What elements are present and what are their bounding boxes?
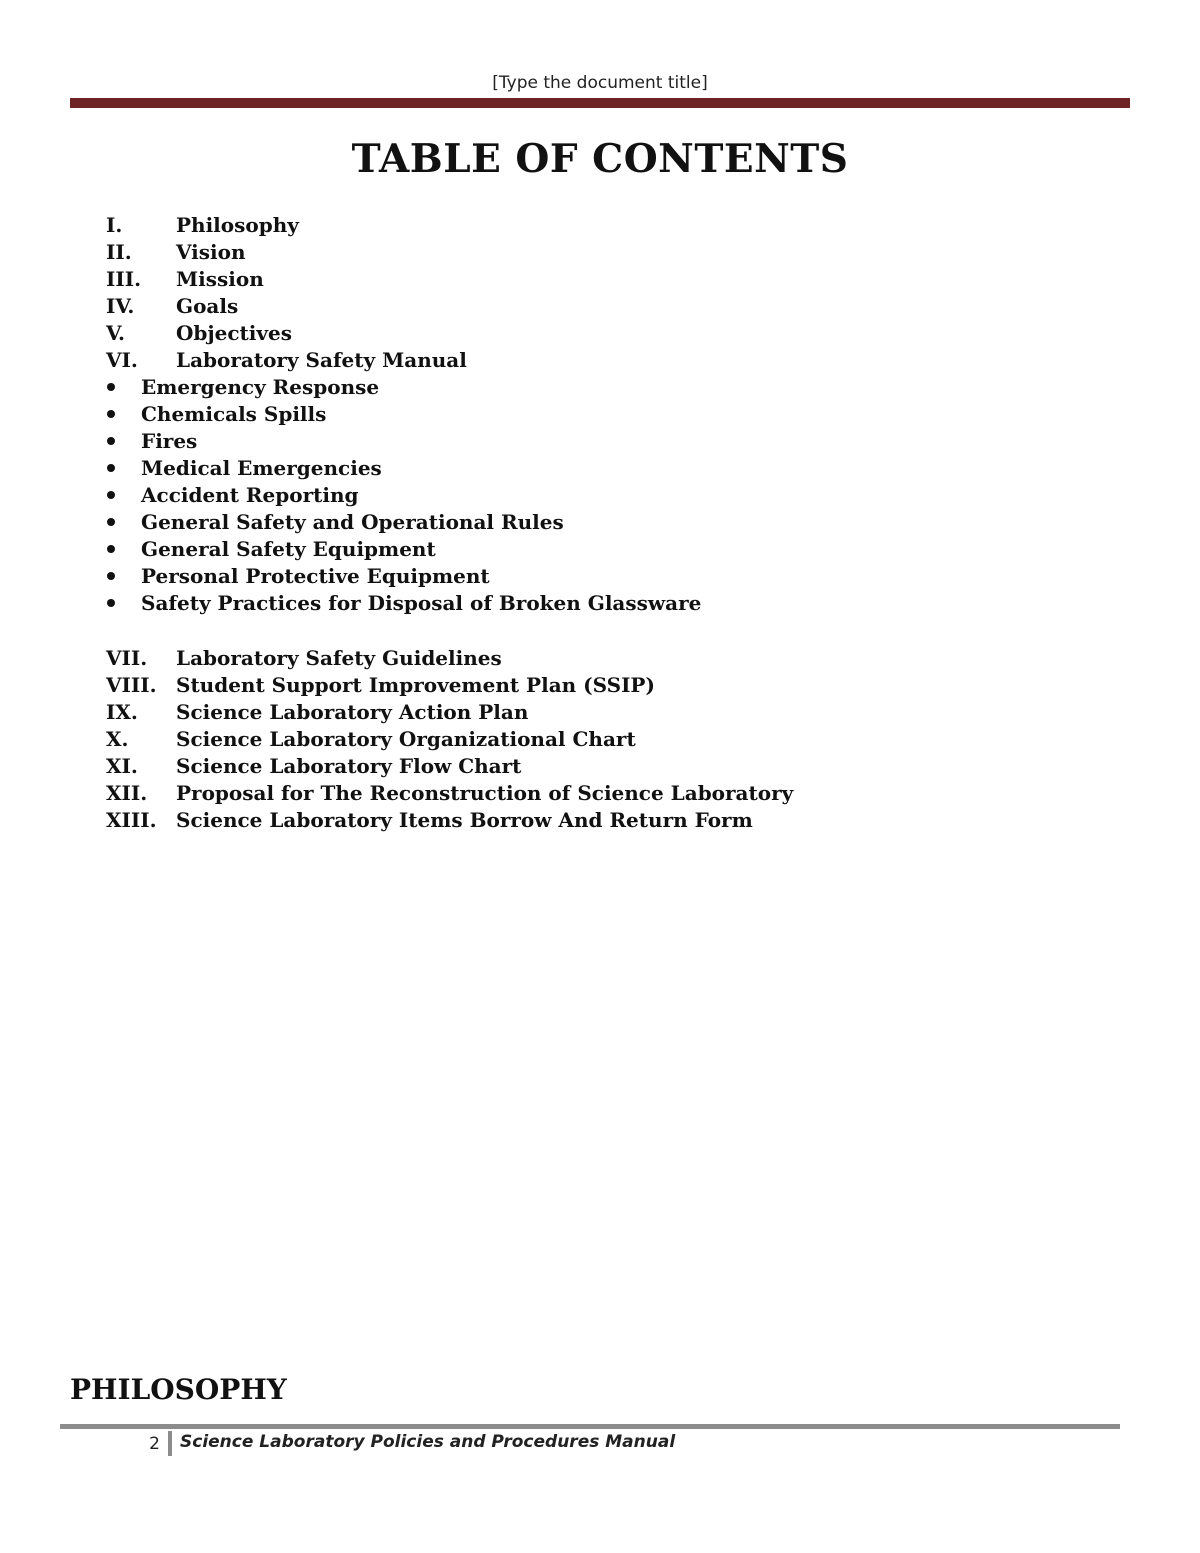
toc-bullet-item [106,590,1006,617]
toc-title: TABLE OF CONTENTS [351,136,849,182]
toc-item-number: II. [106,240,132,264]
toc-bullet-item [106,536,1006,563]
toc-item-number: VIII. [106,673,157,697]
toc-item [106,672,1006,699]
toc-bullet-label: General Safety Equipment [141,537,436,561]
toc-item-label: Laboratory Safety Guidelines [176,646,502,670]
toc-bullet-label: Emergency Response [141,375,380,399]
toc-bullet-item [106,401,1006,428]
toc-item [106,239,1006,266]
toc-item-number: XIII. [106,808,157,832]
bullet-icon [107,383,115,391]
toc-item-label: Science Laboratory Flow Chart [176,754,522,778]
toc-item-number: V. [106,321,125,345]
bullet-icon [107,491,115,499]
toc-item [106,699,1006,726]
table-of-contents [106,212,1006,834]
toc-item-label: Science Laboratory Organizational Chart [176,727,636,751]
toc-item [106,780,1006,807]
toc-spacer [106,617,1006,645]
bullet-icon [107,572,115,580]
bullet-icon [107,545,115,553]
toc-bullet-label: Medical Emergencies [141,456,382,480]
footer-rule [60,1424,1120,1429]
toc-bullet-label: Safety Practices for Disposal of Broken Glassware [141,591,702,615]
toc-bullet-item [106,509,1006,536]
toc-item-number: VI. [106,348,138,372]
document-header-title: [Type the document title] [492,73,708,93]
toc-item-number: I. [106,213,123,237]
toc-item-label: Objectives [176,321,292,345]
toc-bullet-label: Personal Protective Equipment [141,564,490,588]
toc-item-label: Student Support Improvement Plan (SSIP) [176,673,655,697]
philosophy-heading: PHILOSOPHY [70,1373,287,1406]
header-rule [70,98,1130,108]
bullet-icon [107,464,115,472]
toc-bullet-item [106,455,1006,482]
toc-item [106,753,1006,780]
bullet-icon [107,410,115,418]
toc-item [106,266,1006,293]
toc-item [106,212,1006,239]
toc-item [106,347,1006,374]
toc-bullet-item [106,374,1006,401]
toc-bullet-label: General Safety and Operational Rules [141,510,564,534]
toc-item-label: Philosophy [176,213,299,237]
footer-document-title: Science Laboratory Policies and Procedures Manual [180,1432,676,1452]
bullet-icon [107,437,115,445]
toc-item-number: X. [106,727,129,751]
toc-bullet-item [106,428,1006,455]
toc-item-number: IV. [106,294,135,318]
toc-item-number: XII. [106,781,148,805]
toc-item-label: Proposal for The Reconstruction of Science Laboratory [176,781,794,805]
bullet-icon [107,518,115,526]
toc-item-label: Science Laboratory Items Borrow And Return Form [176,808,753,832]
toc-item-label: Science Laboratory Action Plan [176,700,529,724]
toc-item-label: Laboratory Safety Manual [176,348,467,372]
footer-page-number: 2 [149,1434,160,1454]
footer-separator [168,1431,172,1456]
toc-item [106,645,1006,672]
toc-bullet-label: Accident Reporting [141,483,359,507]
toc-item [106,293,1006,320]
toc-item-number: IX. [106,700,138,724]
toc-bullet-item [106,482,1006,509]
toc-item [106,726,1006,753]
toc-item-number: XI. [106,754,138,778]
toc-item-number: VII. [106,646,148,670]
toc-bullet-label: Fires [141,429,198,453]
toc-bullet-label: Chemicals Spills [141,402,327,426]
toc-item-label: Vision [176,240,246,264]
toc-item-label: Mission [176,267,264,291]
toc-item [106,320,1006,347]
toc-item-label: Goals [176,294,239,318]
bullet-icon [107,599,115,607]
toc-item [106,807,1006,834]
toc-bullet-item [106,563,1006,590]
toc-item-number: III. [106,267,142,291]
